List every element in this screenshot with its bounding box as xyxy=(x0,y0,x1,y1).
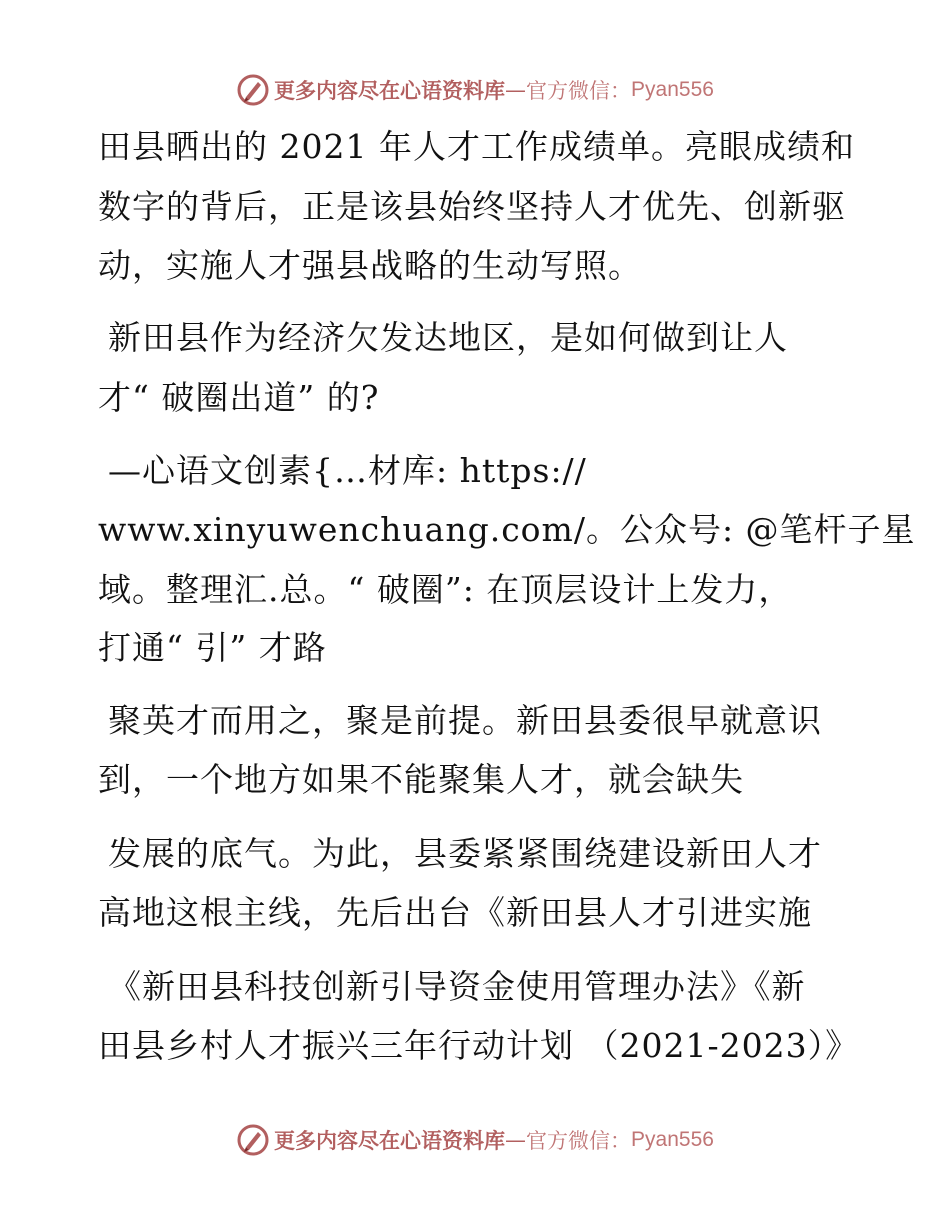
text-line: 域。整理汇.总。“ 破圈”: 在顶层设计上发力， xyxy=(98,570,793,609)
text-line: www.xinyuwenchuang.com/。公众号: @笔杆子星 xyxy=(98,510,916,549)
text-line: 《新田县科技创新引导资金使用管理办法》《新 xyxy=(108,967,806,1006)
text-line: 田县晒出的 2021 年人才工作成绩单。亮眼成绩和 xyxy=(98,127,855,166)
watermark-text: 更多内容尽在心语资料库 xyxy=(274,1128,506,1153)
text-line: 聚英才而用之，聚是前提。新田县委很早就意识 xyxy=(108,701,822,740)
watermark-wechat-label: 官方微信： xyxy=(526,79,632,103)
footer-watermark xyxy=(0,1120,950,1160)
text-line: 新田县作为经济欠发达地区，是如何做到让人 xyxy=(108,318,788,357)
text-line: 到，一个地方如果不能聚集人才，就会缺失 xyxy=(98,760,744,799)
watermark-wechat-label: 官方微信： xyxy=(526,1129,632,1153)
text-line: 打通“ 引” 才路 xyxy=(98,628,327,667)
text-line: 发展的底气。为此，县委紧紧围绕建设新田人才 xyxy=(108,834,822,873)
watermark-text: 更多内容尽在心语资料库 xyxy=(274,78,506,103)
text-line: 数字的背后，正是该县始终坚持人才优先、创新驱 xyxy=(98,187,846,226)
watermark-dash: — xyxy=(505,78,527,102)
text-line: 田县乡村人才振兴三年行动计划 （2021-2023）》 xyxy=(98,1026,860,1065)
text-line: 高地这根主线，先后出台《新田县人才引进实施 xyxy=(98,893,812,932)
pen-logo-icon xyxy=(236,73,270,107)
text-line: 才“ 破圈出道” 的? xyxy=(98,378,380,417)
watermark-dash: — xyxy=(505,1128,527,1152)
pen-logo-icon xyxy=(236,1123,270,1157)
text-line: —心语文创素{…材库: https:// xyxy=(108,451,587,490)
watermark-wechat-id: Pyan556 xyxy=(631,1128,714,1151)
text-line: 动，实施人才强县战略的生动写照。 xyxy=(98,246,642,285)
header-watermark xyxy=(0,70,950,110)
watermark-wechat-id: Pyan556 xyxy=(631,78,714,101)
